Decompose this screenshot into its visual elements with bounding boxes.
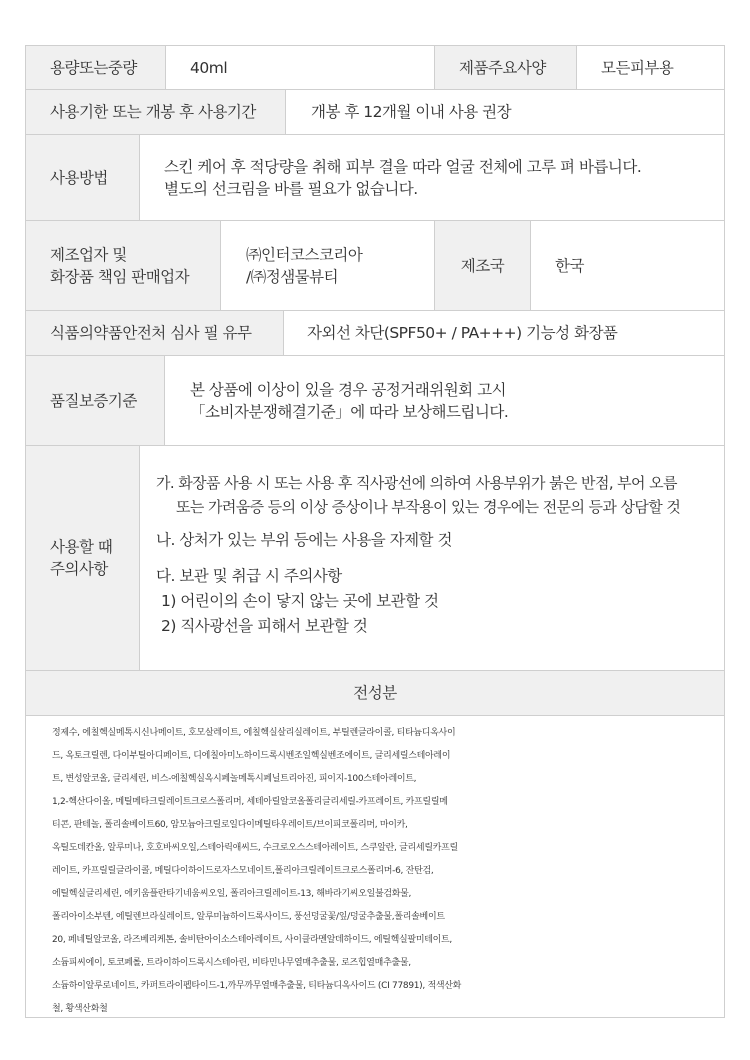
capacity-value: 40ml <box>190 58 228 77</box>
mfds-label: 식품의약품안전처 심사 필 유무 <box>50 324 252 342</box>
quality-line-1: 본 상품에 이상이 있을 경우 공정거래위원회 고시 <box>190 380 507 399</box>
ingredients-line: 20, 페네틸알코올, 라즈베리케톤, 솔비탄아이소스테아레이트, 사이클라멘알데하이드, 에틸헥실팔미테이트, <box>52 935 452 945</box>
country-value-cell <box>531 221 724 310</box>
product-info-table <box>25 45 725 1018</box>
spec-label-cell <box>434 46 577 89</box>
ingredients-line: 에틸헥실글리세린, 에키움플란타기네움씨오일, 폴리아크릴레이트-13, 해바라기씨오일불검화물, <box>52 889 412 899</box>
ingredients-line: 폴리아이소부텐, 에틸렌브라실레이트, 알루미늄하이드록사이드, 풍선덩굴꽃/잎/덩굴추출물,폴리솔베이트 <box>52 912 445 922</box>
country-label: 제조국 <box>460 256 505 275</box>
usage-label-cell <box>26 135 140 220</box>
ingredients-line: 티콘, 판테놀, 폴리솔베이트60, 암모늄아크릴로일다이메틸타우레이트/브이피코폴리머, 마이카, <box>52 820 408 830</box>
spec-value: 모든피부용 <box>601 58 674 77</box>
ingredients-line: 드, 옥토크릴렌, 다이부틸아디페이트, 디에칠아미노하이드록시벤조일헥실벤조에이트, 글리세릴스테아레이 <box>52 751 451 761</box>
mfds-value: 자외선 차단(SPF50+ / PA+++) 기능성 화장품 <box>307 324 618 342</box>
quality-value-cell <box>165 356 724 445</box>
usage-row <box>26 135 724 221</box>
caution-label-cell <box>26 446 140 670</box>
maker-label-cell <box>26 221 221 310</box>
maker-value-cell <box>221 221 434 310</box>
quality-label-cell <box>26 356 165 445</box>
caution-item-a-line-1: 가. 화장품 사용 시 또는 사용 후 직사광선에 의하여 사용부위가 붉은 반점, 부어 오름 <box>156 474 677 492</box>
ingredients-line: 트, 변성알코올, 글리세린, 비스-에칠헥실옥시페놀메톡시페닐트리아진, 피이지-100스테아레이트, <box>52 774 417 784</box>
capacity-row <box>26 46 724 90</box>
caution-label-line-2: 주의사항 <box>50 560 108 578</box>
usage-line-1: 스킨 케어 후 적당량을 취해 피부 결을 따라 얼굴 전체에 고루 펴 바릅니다. <box>164 157 642 176</box>
usage-value-cell <box>140 135 724 220</box>
caution-value-cell <box>140 446 724 670</box>
spec-label: 제품주요사양 <box>459 58 546 77</box>
ingredients-list-row <box>26 716 724 1017</box>
caution-item-a-line-2: 또는 가려움증 등의 이상 증상이나 부작용이 있는 경우에는 전문의 등과 상담할 것 <box>176 498 681 516</box>
ingredients-line: 정제수, 에칠헥실메톡시신나메이트, 호모살레이트, 에칠헥실살리실레이트, 부틸렌글라이콜, 티타늄디옥사이 <box>52 728 456 738</box>
ingredients-line: 옥틸도데칸올, 알루미나, 호호바씨오일,스테아릭애씨드, 수크로오스스테아레이트, 스쿠알란, 글리세릴카프릴 <box>52 843 458 853</box>
spec-value-cell <box>577 46 724 89</box>
quality-line-2: 「소비자분쟁해결기준」에 따라 보상해드립니다. <box>190 402 509 421</box>
quality-label: 품질보증기준 <box>50 391 137 410</box>
maker-value-line-2: /㈜정샘물뷰티 <box>246 267 339 286</box>
caution-item-c: 다. 보관 및 취급 시 주의사항 <box>156 567 342 585</box>
maker-value-line-1: ㈜인터코스코리아 <box>246 245 363 264</box>
capacity-label: 용량또는중량 <box>50 58 137 77</box>
caution-item-b: 나. 상처가 있는 부위 등에는 사용을 자제할 것 <box>156 531 452 549</box>
maker-row <box>26 221 724 311</box>
expiry-value: 개봉 후 12개월 이내 사용 권장 <box>311 103 512 121</box>
capacity-value-cell <box>166 46 434 89</box>
caution-label-line-1: 사용할 때 <box>50 538 113 556</box>
expiry-label-cell <box>26 90 286 134</box>
country-value: 한국 <box>555 256 584 275</box>
caution-item-c-2: 2) 직사광선을 피해서 보관할 것 <box>161 617 368 635</box>
usage-label: 사용방법 <box>50 168 108 187</box>
mfds-value-cell <box>284 311 724 355</box>
maker-label-line-2: 화장품 책임 판매업자 <box>50 267 190 286</box>
caution-row <box>26 446 724 671</box>
mfds-row <box>26 311 724 356</box>
ingredients-header-cell <box>26 671 724 715</box>
quality-row <box>26 356 724 446</box>
ingredients-line: 철, 황색산화철 <box>52 1004 108 1014</box>
caution-item-c-1: 1) 어린이의 손이 닿지 않는 곳에 보관할 것 <box>161 592 439 610</box>
ingredients-line: 소듐하이알루로네이트, 카퍼트라이펩타이드-1,까무까무열매추출물, 티타늄디옥사이드 (CI 77891), 적색산화 <box>52 981 462 991</box>
expiry-value-cell <box>286 90 724 134</box>
ingredients-line: 소듐피씨에이, 토코페롤, 트라이하이드록시스테아린, 비타민나무열매추출물, 로즈힙열매추출물, <box>52 958 411 968</box>
maker-label-line-1: 제조업자 및 <box>50 245 127 264</box>
expiry-label: 사용기한 또는 개봉 후 사용기간 <box>50 103 256 121</box>
ingredients-line: 레이트, 카프릴릴글라이콜, 메틸다이하이드로자스모네이트,폴리아크릴레이트크로스폴리머-6, 잔탄검, <box>52 866 434 876</box>
usage-line-2: 별도의 선크림을 바를 필요가 없습니다. <box>164 179 418 198</box>
country-label-cell <box>434 221 531 310</box>
ingredients-header-row <box>26 671 724 716</box>
ingredients-header: 전성분 <box>353 684 397 702</box>
expiry-row <box>26 90 724 135</box>
mfds-label-cell <box>26 311 284 355</box>
ingredients-line: 1,2-헥산다이올, 메틸메타크릴레이트크로스폴리머, 세테아릴알코올폴리글리세릴-카프레이트, 카프릴릴메 <box>52 797 448 807</box>
ingredients-list <box>52 722 716 1021</box>
capacity-label-cell <box>26 46 166 89</box>
